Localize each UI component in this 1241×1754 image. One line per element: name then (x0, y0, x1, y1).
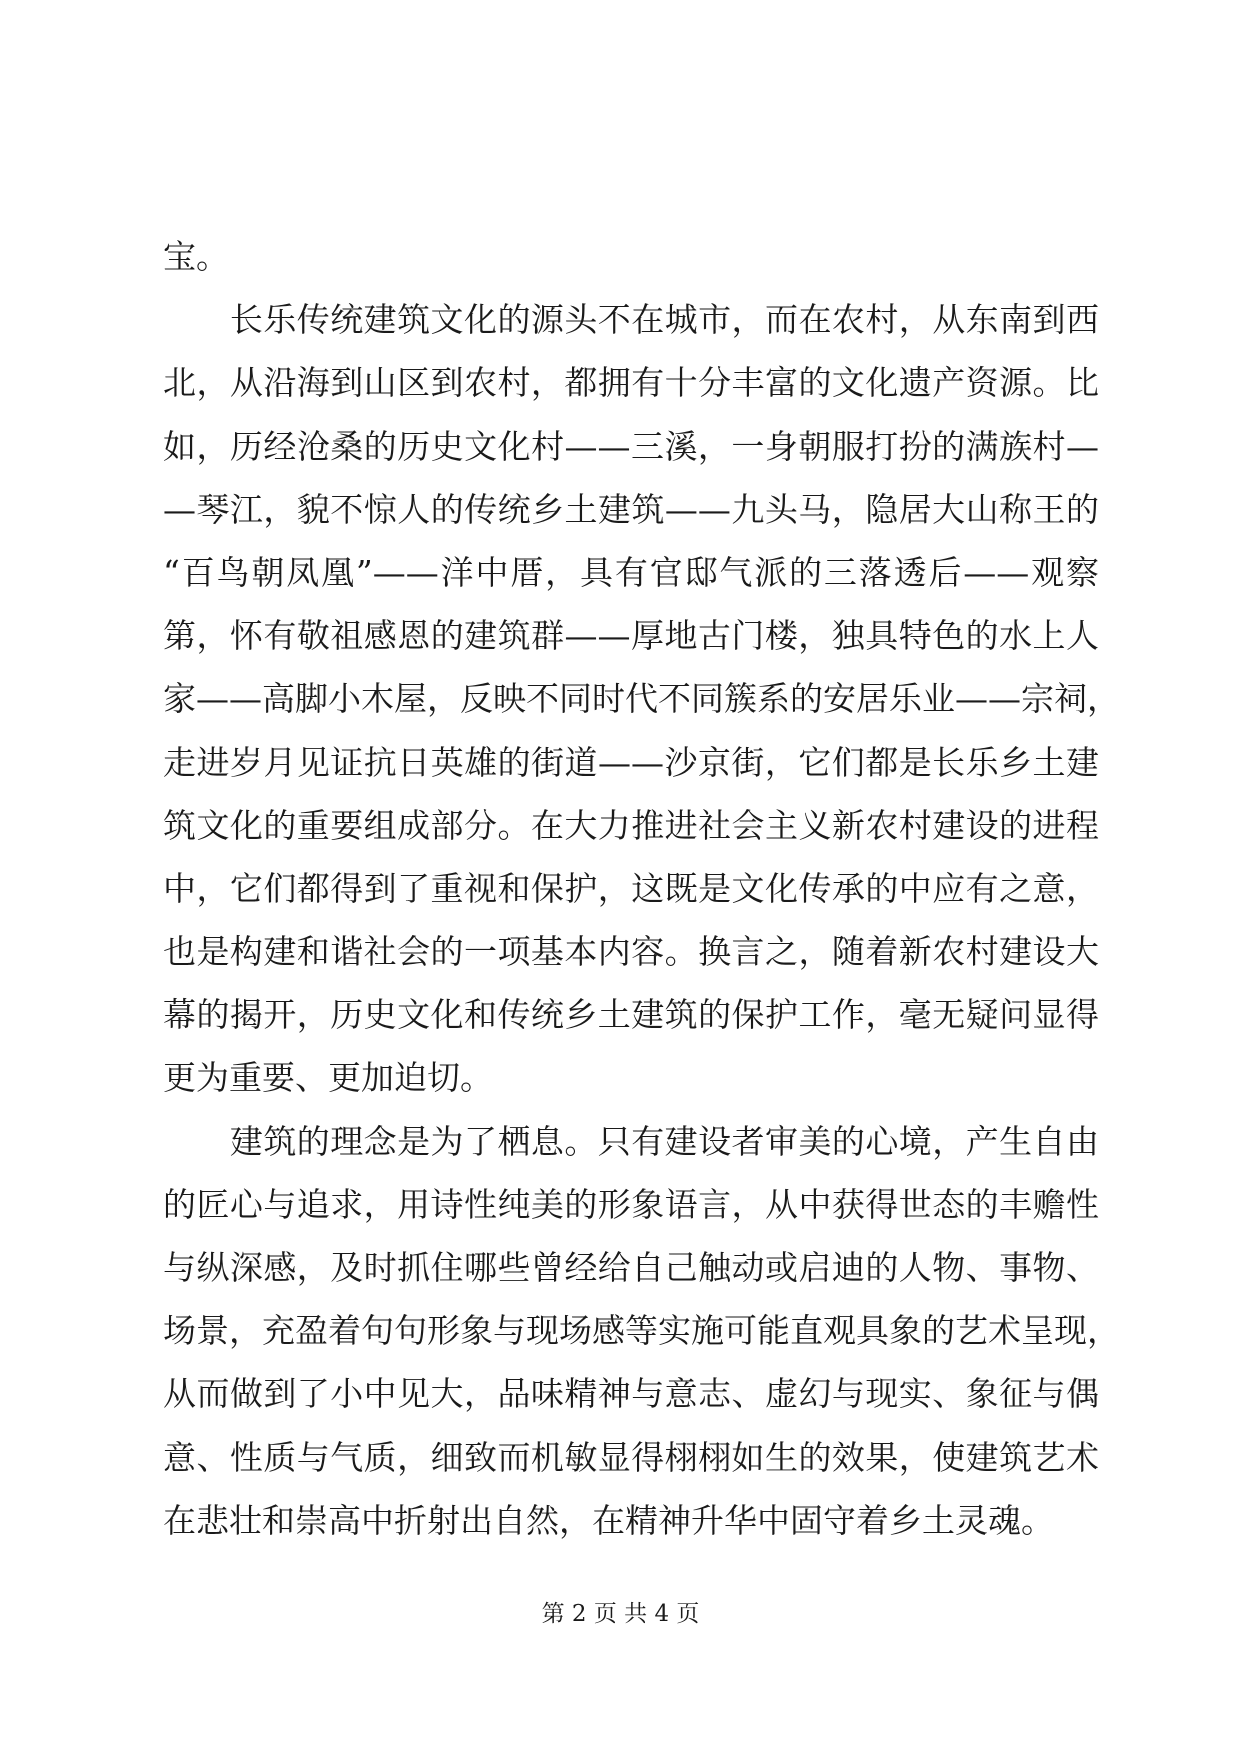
text-line: 更为重要、更加迫切。 (163, 1058, 493, 1098)
text-line: 长乐传统建筑文化的源头不在城市，而在农村，从东南到西 (163, 300, 1099, 340)
text-line: 在悲壮和崇高中折射出自然，在精神升华中固守着乡土灵魂。 (163, 1500, 1054, 1540)
text-line: 筑文化的重要组成部分。在大力推进社会主义新农村建设的进程 (163, 805, 1099, 845)
text-line: 如，历经沧桑的历史文化村——三溪，一身朝服打扮的满族村— (163, 426, 1099, 466)
text-line: —琴江，貌不惊人的传统乡土建筑——九头马，隐居大山称王的 (163, 489, 1099, 529)
text-line: 与纵深感，及时抓住哪些曾经给自己触动或启迪的人物、事物、 (163, 1248, 1099, 1287)
text-line: 走进岁月见证抗日英雄的街道——沙京街，它们都是长乐乡土建 (163, 742, 1099, 782)
text-line: 也是构建和谐社会的一项基本内容。换言之，随着新农村建设大 (163, 932, 1099, 972)
text-line: 家——高脚小木屋，反映不同时代不同簇系的安居乐业——宗祠， (163, 679, 1120, 719)
page-number-footer: 第 2 页 共 4 页 (541, 1601, 700, 1627)
text-line: 建筑的理念是为了栖息。只有建设者审美的心境，产生自由 (163, 1121, 1099, 1161)
text-line: 中，它们都得到了重视和保护，这既是文化传承的中应有之意， (163, 868, 1099, 908)
text-line: 场景，充盈着句句形象与现场感等实施可能直观具象的艺术呈现， (163, 1311, 1120, 1351)
text-line: 第，怀有敬祖感恩的建筑群——厚地古门楼，独具特色的水上人 (163, 616, 1099, 656)
text-line: 意、性质与气质，细致而机敏显得栩栩如生的效果，使建筑艺术 (163, 1437, 1099, 1477)
text-line: “百鸟朝凤凰”——洋中厝，具有官邸气派的三落透后——观察 (163, 552, 1099, 592)
text-line: 幕的揭开，历史文化和传统乡土建筑的保护工作，毫无疑问显得 (163, 995, 1099, 1035)
body-text (163, 225, 1120, 1552)
text-line: 北，从沿海到山区到农村，都拥有十分丰富的文化遗产资源。比 (163, 363, 1099, 403)
text-line: 宝。 (163, 237, 229, 276)
text-line: 的匠心与追求，用诗性纯美的形象语言，从中获得世态的丰赡性 (163, 1184, 1099, 1224)
text-line: 从而做到了小中见大，品味精神与意志、虚幻与现实、象征与偶 (163, 1374, 1099, 1414)
